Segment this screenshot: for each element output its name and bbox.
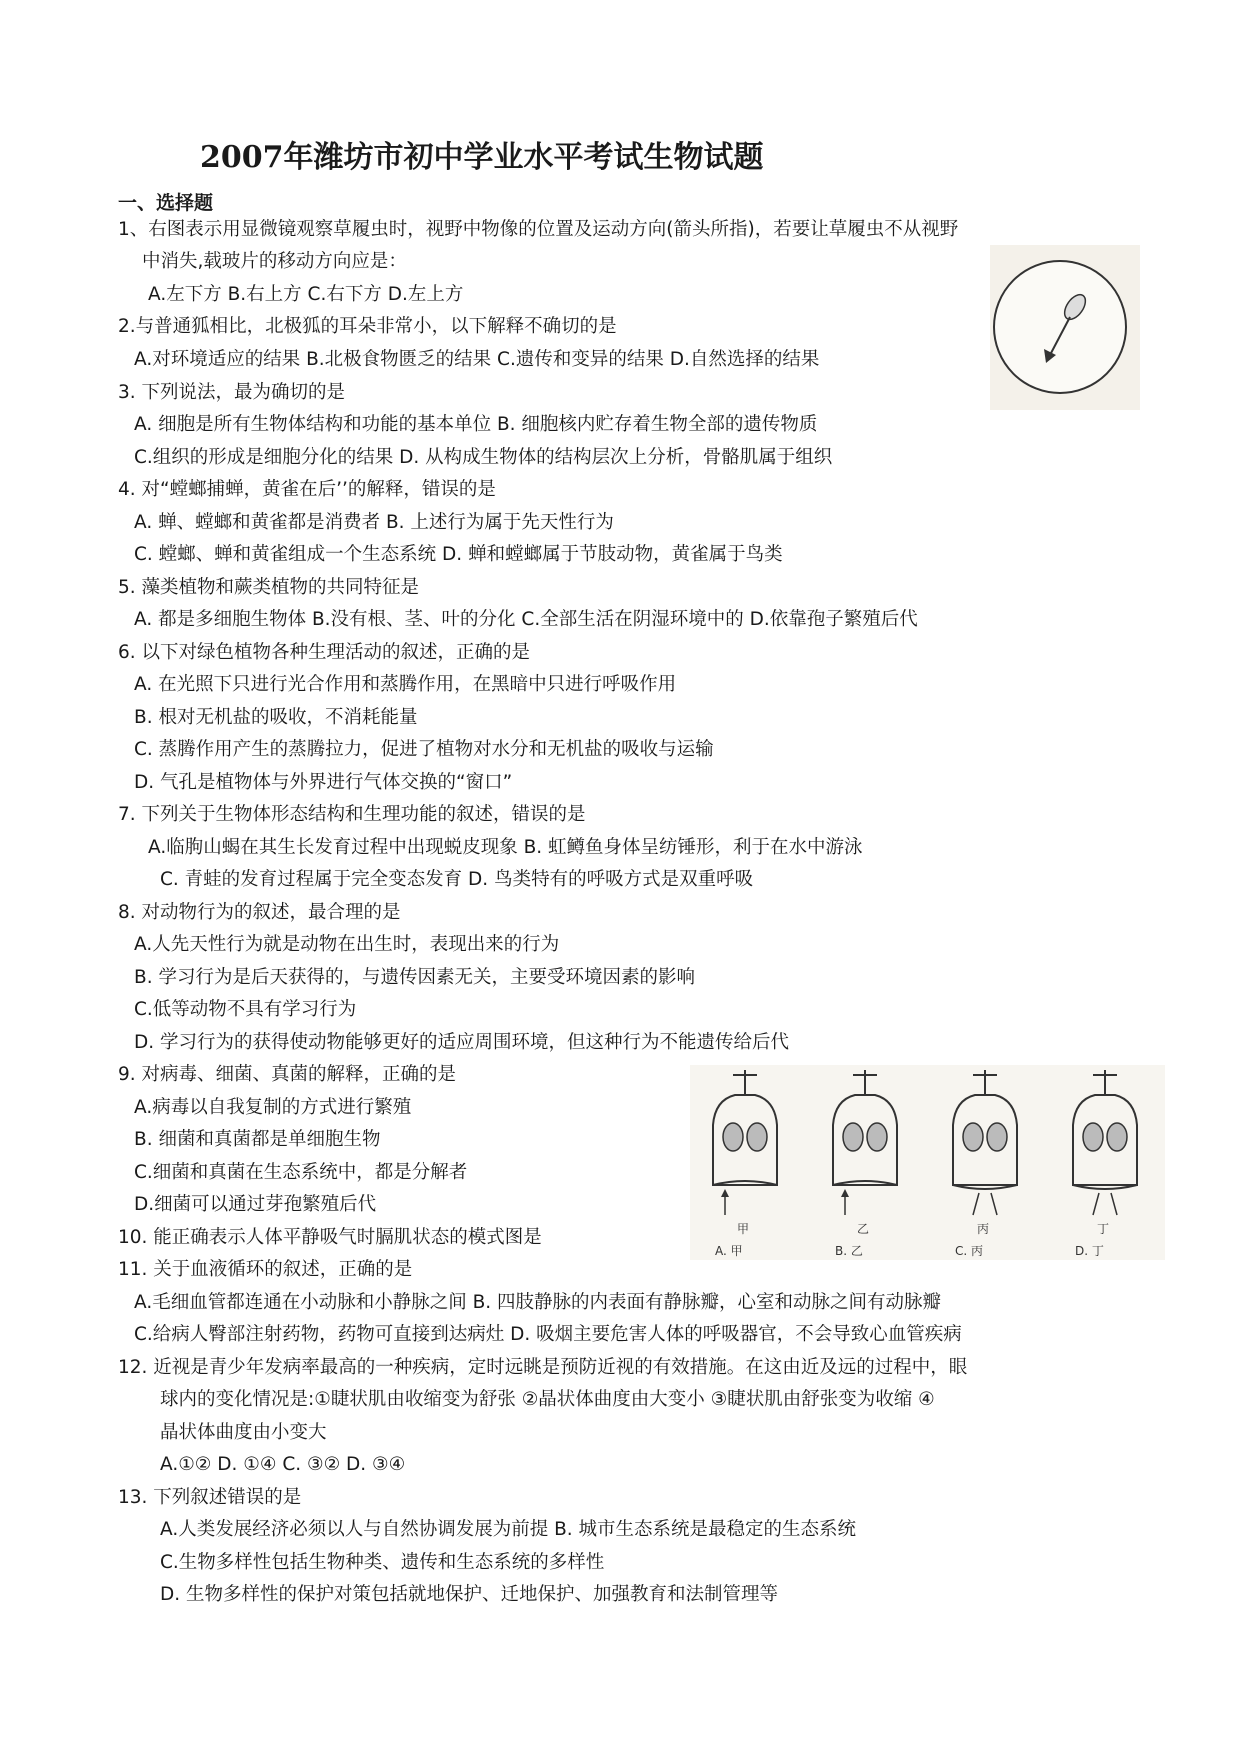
figure-option-label: C. 丙 [955,1244,984,1258]
text-line: 9. 对病毒、细菌、真菌的解释，正确的是 [118,1064,457,1085]
text-line: D. 学习行为的获得使动物能够更好的适应周围环境，但这种行为不能遗传给后代 [134,1032,790,1053]
bell-jar-model [833,1070,897,1258]
text-line: B. 学习行为是后天获得的，与遗传因素无关，主要受环境因素的影响 [134,967,695,988]
text-line: 12. 近视是青少年发病率最高的一种疾病，定时远眺是预防近视的有效措施。在这由近及远的过程中，眼 [118,1357,968,1378]
text-line: A.①② D. ①④ C. ③② D. ③④ [160,1454,406,1475]
text-line: 5. 藻类植物和蕨类植物的共同特征是 [118,577,420,598]
text-line: C.生物多样性包括生物种类、遗传和生态系统的多样性 [160,1552,605,1573]
text-line: 10. 能正确表示人体平静吸气时膈肌状态的模式图是 [118,1227,542,1248]
text-line: C.给病人臀部注射药物，药物可直接到达病灶 D. 吸烟主要危害人体的呼吸器官，不会导致心血管疾病 [134,1324,962,1345]
text-line: A.毛细血管都连通在小动脉和小静脉之间 B. 四肢静脉的内表面有静脉瓣，心室和动脉之间有动脉瓣 [134,1292,942,1313]
figure-label: 甲 [737,1222,750,1236]
text-line: C. 青蛙的发育过程属于完全变态发育 D. 鸟类特有的呼吸方式是双重呼吸 [160,869,754,890]
text-line: A. 都是多细胞生物体 B.没有根、茎、叶的分化 C.全部生活在阴湿环境中的 D.依靠孢子繁殖后代 [134,609,918,630]
text-line: 6. 以下对绿色植物各种生理活动的叙述，正确的是 [118,642,531,663]
text-line: 中消失,载玻片的移动方向应是： [142,251,407,272]
bell-jar-model [1073,1070,1137,1258]
figure-option-label: A. 甲 [715,1244,743,1258]
text-line: 晶状体曲度由小变大 [160,1422,327,1443]
text-line: 7. 下列关于生物体形态结构和生理功能的叙述，错误的是 [118,804,586,825]
text-line: D. 气孔是植物体与外界进行气体交换的“窗口” [134,772,513,793]
microscope-view-figure [990,245,1140,410]
text-line: C.组织的形成是细胞分化的结果 D. 从构成生物体的结构层次上分析，骨骼肌属于组织 [134,447,833,468]
figure-label: 乙 [857,1222,870,1236]
text-line: D. 生物多样性的保护对策包括就地保护、迁地保护、加强教育和法制管理等 [160,1584,779,1605]
text-line: 球内的变化情况是:①睫状肌由收缩变为舒张 ②晶状体曲度由大变小 ③睫状肌由舒张变为收缩 ④ [160,1389,935,1410]
text-line: A.人类发展经济必须以人与自然协调发展为前提 B. 城市生态系统是最稳定的生态系统 [160,1519,857,1540]
section-heading: 一、选择题 [118,192,214,214]
text-line: 11. 关于血液循环的叙述，正确的是 [118,1259,413,1280]
text-line: A.左下方 B.右上方 C.右下方 D.左上方 [148,284,464,305]
figure-label: 丁 [1097,1222,1110,1236]
figure-option-label: B. 乙 [835,1244,863,1258]
text-line: A.临朐山蝎在其生长发育过程中出现蜕皮现象 B. 虹鳟鱼身体呈纺锤形，利于在水中游泳 [148,837,863,858]
text-line: A.对环境适应的结果 B.北极食物匮乏的结果 C.遗传和变异的结果 D.自然选择的结果 [134,349,820,370]
text-line: 8. 对动物行为的叙述，最合理的是 [118,902,401,923]
text-line: 13. 下列叙述错误的是 [118,1487,302,1508]
figure-label: 丙 [977,1222,990,1236]
text-line: A.人先天性行为就是动物在出生时，表现出来的行为 [134,934,560,955]
text-line: C. 螳螂、蝉和黄雀组成一个生态系统 D. 蝉和螳螂属于节肢动物，黄雀属于鸟类 [134,544,783,565]
text-line: B. 细菌和真菌都是单细胞生物 [134,1129,381,1150]
text-line: A. 蝉、螳螂和黄雀都是消费者 B. 上述行为属于先天性行为 [134,512,614,533]
text-line: 1、右图表示用显微镜观察草履虫时，视野中物像的位置及运动方向(箭头所指)，若要让草履虫不从视野 [118,219,959,240]
diaphragm-model-figure [690,1065,1165,1260]
text-line: B. 根对无机盐的吸收，不消耗能量 [134,707,418,728]
text-line: A. 细胞是所有生物体结构和功能的基本单位 B. 细胞核内贮存着生物全部的遗传物质 [134,414,818,435]
figure-option-label: D. 丁 [1075,1244,1104,1258]
text-line: A. 在光照下只进行光合作用和蒸腾作用，在黑暗中只进行呼吸作用 [134,674,677,695]
bell-jar-model [953,1070,1017,1258]
text-line: A.病毒以自我复制的方式进行繁殖 [134,1097,412,1118]
text-line: 4. 对“螳螂捕蝉，黄雀在后’’的解释，错误的是 [118,479,496,500]
text-line: C. 蒸腾作用产生的蒸腾拉力，促进了植物对水分和无机盐的吸收与运输 [134,739,714,760]
bell-jar-model [713,1070,777,1258]
text-line: 2.与普通狐相比，北极狐的耳朵非常小，以下解释不确切的是 [118,316,617,337]
text-line: C.细菌和真菌在生态系统中，都是分解者 [134,1162,468,1183]
text-line: D.细菌可以通过芽孢繁殖后代 [134,1194,377,1215]
page-title: 2007年潍坊市初中学业水平考试生物试题 [200,140,764,175]
text-line: C.低等动物不具有学习行为 [134,999,357,1020]
text-line: 3. 下列说法，最为确切的是 [118,382,346,403]
